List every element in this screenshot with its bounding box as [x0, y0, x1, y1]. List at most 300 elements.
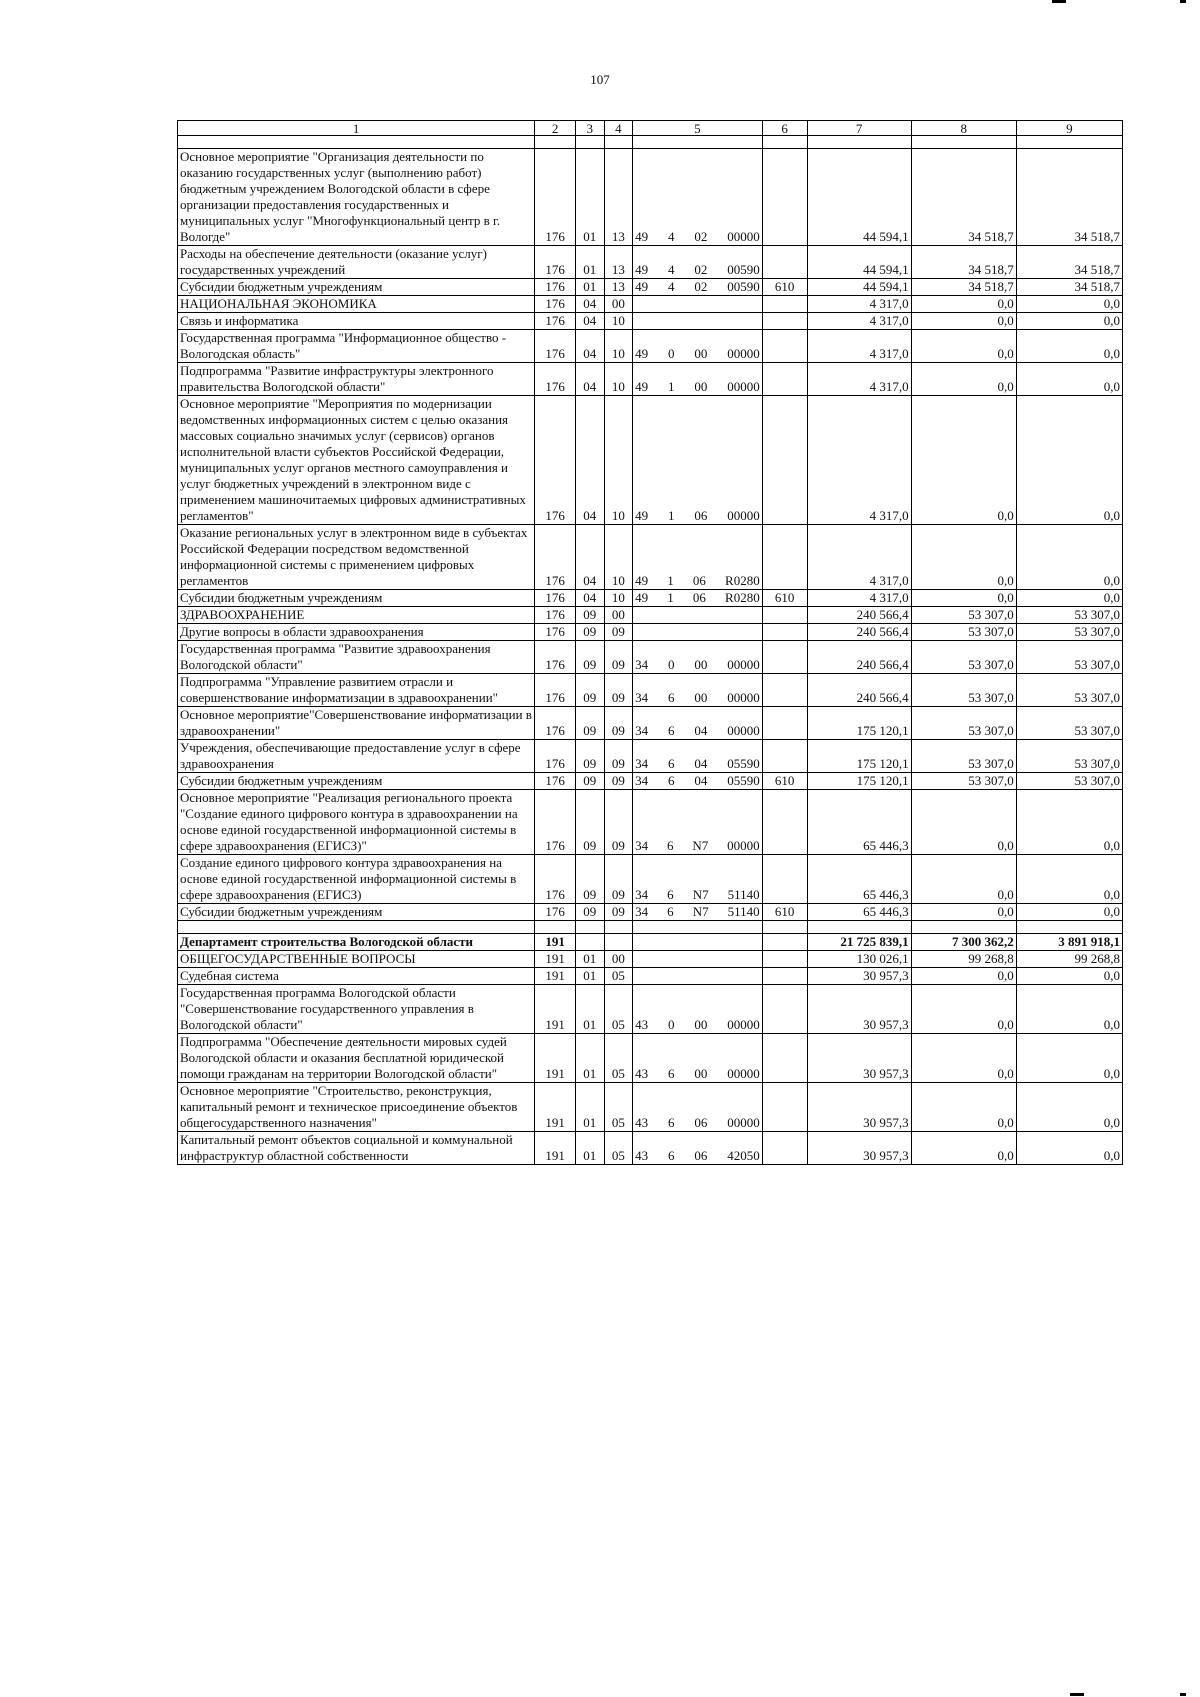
section-code: 01 [575, 985, 604, 1034]
amount-year-1: 4 317,0 [807, 525, 911, 590]
code-part: 02 [694, 279, 708, 294]
expense-type-code [762, 363, 807, 396]
code-part: 34 [635, 723, 649, 738]
code-part: 04 [694, 756, 708, 771]
subsection-code: 10 [604, 363, 633, 396]
item-name: Основное мероприятие "Строительство, реконструкция, капитальный ремонт и техническое присоединение объектов общегосударственного назначения" [178, 1083, 535, 1132]
header-row [178, 121, 1123, 136]
amount-year-3: 99 268,8 [1016, 951, 1122, 968]
amount-year-3: 0,0 [1016, 1083, 1122, 1132]
target-article-code [633, 773, 763, 790]
amount-year-2: 0,0 [911, 525, 1016, 590]
amount-year-1: 4 317,0 [807, 330, 911, 363]
code-part: 43 [635, 1115, 649, 1130]
expense-type-code [762, 149, 807, 246]
page-number: 107 [590, 72, 610, 87]
amount-year-2: 0,0 [911, 968, 1016, 985]
code-part: 06 [694, 508, 708, 523]
amount-year-1: 30 957,3 [807, 1083, 911, 1132]
expense-type-code [762, 396, 807, 525]
target-article-code [633, 296, 763, 313]
item-name: Субсидии бюджетным учреждениям [178, 904, 535, 921]
amount-year-1 [807, 921, 911, 934]
amount-year-3: 0,0 [1016, 525, 1122, 590]
table-row [178, 773, 1123, 790]
section-code: 01 [575, 1132, 604, 1165]
code-part: 34 [635, 838, 649, 853]
amount-year-3: 3 891 918,1 [1016, 934, 1122, 951]
item-name: Капитальный ремонт объектов социальной и коммунальной инфраструктур областной собственности [178, 1132, 535, 1165]
expense-type-code: 610 [762, 590, 807, 607]
table-row [178, 934, 1123, 951]
code-part: 4 [667, 229, 675, 244]
section-code: 04 [575, 525, 604, 590]
subsection-code: 10 [604, 396, 633, 525]
code-part: R0280 [725, 590, 760, 605]
code-part: 04 [694, 723, 708, 738]
target-article-code [633, 525, 763, 590]
amount-year-1 [807, 136, 911, 149]
amount-year-2 [911, 921, 1016, 934]
amount-year-1: 240 566,4 [807, 674, 911, 707]
code-part: 51140 [727, 887, 760, 902]
dept-code: 176 [535, 674, 576, 707]
item-name: Подпрограмма "Обеспечение деятельности мировых судей Вологодской области и оказания бесплатной юридической помощи гражданам на территории Вологодской области" [178, 1034, 535, 1083]
item-name: Основное мероприятие"Совершенствование информатизации в здравоохранении" [178, 707, 535, 740]
expense-type-code [762, 921, 807, 934]
code-part: 00000 [727, 508, 760, 523]
table-row [178, 396, 1123, 525]
code-part: N7 [692, 838, 709, 853]
amount-year-3: 53 307,0 [1016, 624, 1122, 641]
amount-year-2: 0,0 [911, 790, 1016, 855]
table-row [178, 363, 1123, 396]
subsection-code: 10 [604, 525, 633, 590]
code-part: N7 [692, 904, 709, 919]
table-row [178, 921, 1123, 934]
amount-year-2: 0,0 [911, 1034, 1016, 1083]
item-name: НАЦИОНАЛЬНАЯ ЭКОНОМИКА [178, 296, 535, 313]
table-row [178, 985, 1123, 1034]
amount-year-3: 0,0 [1016, 296, 1122, 313]
subsection-code: 05 [604, 1132, 633, 1165]
target-article-code [633, 363, 763, 396]
subsection-code: 09 [604, 855, 633, 904]
code-part: 6 [667, 690, 675, 705]
table-row [178, 136, 1123, 149]
subsection-code: 13 [604, 149, 633, 246]
expense-type-code [762, 1083, 807, 1132]
section-code: 09 [575, 624, 604, 641]
target-article-code [633, 149, 763, 246]
amount-year-1: 4 317,0 [807, 296, 911, 313]
target-article-code [633, 985, 763, 1034]
amount-year-2: 0,0 [911, 1083, 1016, 1132]
dept-code: 176 [535, 149, 576, 246]
amount-year-3: 0,0 [1016, 330, 1122, 363]
amount-year-1: 4 317,0 [807, 363, 911, 396]
code-part: 43 [635, 1017, 649, 1032]
subsection-code: 09 [604, 707, 633, 740]
code-part: 00590 [727, 279, 760, 294]
amount-year-3: 34 518,7 [1016, 246, 1122, 279]
subsection-code [604, 136, 633, 149]
amount-year-3: 53 307,0 [1016, 773, 1122, 790]
table-row [178, 1083, 1123, 1132]
table-row [178, 1034, 1123, 1083]
expense-type-code [762, 968, 807, 985]
section-code: 09 [575, 773, 604, 790]
code-part: 49 [635, 590, 649, 605]
expense-type-code [762, 985, 807, 1034]
section-code: 09 [575, 790, 604, 855]
code-part: 00 [694, 1017, 708, 1032]
amount-year-3: 0,0 [1016, 1034, 1122, 1083]
expense-type-code [762, 674, 807, 707]
section-code: 09 [575, 855, 604, 904]
header-cell: 5 [633, 121, 763, 136]
table-row [178, 951, 1123, 968]
dept-code: 176 [535, 525, 576, 590]
item-name: Государственная программа "Информационное общество - Вологодская область" [178, 330, 535, 363]
section-code: 01 [575, 246, 604, 279]
target-article-code [633, 396, 763, 525]
scan-artifact [1180, 1693, 1186, 1696]
code-part: 00000 [727, 1115, 760, 1130]
target-article-code [633, 641, 763, 674]
subsection-code: 05 [604, 1083, 633, 1132]
amount-year-2: 99 268,8 [911, 951, 1016, 968]
dept-code: 176 [535, 279, 576, 296]
dept-code: 176 [535, 330, 576, 363]
code-part: 00 [694, 657, 708, 672]
code-part: 49 [635, 279, 649, 294]
code-part: 00000 [727, 346, 760, 361]
amount-year-2: 0,0 [911, 1132, 1016, 1165]
amount-year-1: 65 446,3 [807, 904, 911, 921]
code-part: 00000 [727, 690, 760, 705]
item-name: Другие вопросы в области здравоохранения [178, 624, 535, 641]
target-article-code [633, 740, 763, 773]
amount-year-1: 44 594,1 [807, 246, 911, 279]
dept-code: 176 [535, 855, 576, 904]
table-row [178, 707, 1123, 740]
dept-code: 176 [535, 396, 576, 525]
target-article-code [633, 934, 763, 951]
section-code: 04 [575, 313, 604, 330]
subsection-code: 00 [604, 951, 633, 968]
subsection-code [604, 934, 633, 951]
dept-code [535, 136, 576, 149]
table-row [178, 246, 1123, 279]
header-cell: 7 [807, 121, 911, 136]
expense-type-code [762, 313, 807, 330]
amount-year-1: 30 957,3 [807, 985, 911, 1034]
expense-type-code [762, 934, 807, 951]
code-part: 49 [635, 262, 649, 277]
amount-year-3: 0,0 [1016, 968, 1122, 985]
amount-year-3: 34 518,7 [1016, 279, 1122, 296]
code-part: 00 [694, 346, 708, 361]
header-cell: 1 [178, 121, 535, 136]
amount-year-3: 53 307,0 [1016, 740, 1122, 773]
table-row [178, 149, 1123, 246]
dept-code: 176 [535, 363, 576, 396]
item-name: Департамент строительства Вологодской области [178, 934, 535, 951]
subsection-code [604, 921, 633, 934]
code-part: 00000 [727, 229, 760, 244]
table-row [178, 624, 1123, 641]
item-name: Подпрограмма "Управление развитием отрасли и совершенствование информатизации в здравоохранении" [178, 674, 535, 707]
dept-code: 191 [535, 934, 576, 951]
item-name [178, 136, 535, 149]
dept-code: 176 [535, 607, 576, 624]
code-part: 51140 [727, 904, 760, 919]
amount-year-2: 53 307,0 [911, 740, 1016, 773]
dept-code: 191 [535, 1083, 576, 1132]
code-part: 49 [635, 508, 649, 523]
dept-code [535, 921, 576, 934]
table-row [178, 641, 1123, 674]
amount-year-3: 0,0 [1016, 313, 1122, 330]
table-row [178, 968, 1123, 985]
code-part: 6 [667, 1115, 675, 1130]
amount-year-3 [1016, 136, 1122, 149]
code-part: 6 [667, 887, 674, 902]
code-part: 43 [635, 1148, 649, 1163]
amount-year-2: 0,0 [911, 330, 1016, 363]
code-part: 49 [635, 379, 649, 394]
item-name: Основное мероприятие "Реализация регионального проекта "Создание единого цифрового контура в здравоохранении на основе единой государственной информационной системы в сфере здравоохранения (ЕГИСЗ)" [178, 790, 535, 855]
section-code: 04 [575, 590, 604, 607]
amount-year-2: 34 518,7 [911, 149, 1016, 246]
code-part: 49 [635, 573, 649, 588]
section-code: 01 [575, 279, 604, 296]
target-article-code [633, 674, 763, 707]
section-code: 09 [575, 641, 604, 674]
code-part: 43 [635, 1066, 649, 1081]
amount-year-2: 7 300 362,2 [911, 934, 1016, 951]
amount-year-1: 30 957,3 [807, 1034, 911, 1083]
table-row [178, 855, 1123, 904]
code-part: 06 [692, 573, 706, 588]
code-part: 05590 [727, 756, 760, 771]
target-article-code [633, 1083, 763, 1132]
table-row [178, 590, 1123, 607]
expense-type-code [762, 740, 807, 773]
dept-code: 191 [535, 951, 576, 968]
code-part: 00000 [727, 723, 760, 738]
code-part: 00000 [727, 838, 760, 853]
dept-code: 191 [535, 968, 576, 985]
subsection-code: 09 [604, 904, 633, 921]
amount-year-2: 0,0 [911, 855, 1016, 904]
item-name [178, 921, 535, 934]
amount-year-3: 0,0 [1016, 790, 1122, 855]
subsection-code: 09 [604, 790, 633, 855]
amount-year-2: 53 307,0 [911, 707, 1016, 740]
item-name: ОБЩЕГОСУДАРСТВЕННЫЕ ВОПРОСЫ [178, 951, 535, 968]
item-name: Основное мероприятие "Мероприятия по модернизации ведомственных информационных систем с целью оказания массовых социально значимых услуг (сервисов) органов исполнительной власти субъектов Российской Федерации, муниципальных услуг органов местного самоуправления и услуг бюджетных учреждений в электронном виде с применением машиночитаемых цифровых административных регламентов" [178, 396, 535, 525]
table-row [178, 607, 1123, 624]
dept-code: 176 [535, 624, 576, 641]
code-part: 0 [667, 346, 675, 361]
code-part: 1 [667, 379, 675, 394]
amount-year-3 [1016, 921, 1122, 934]
section-code: 01 [575, 1034, 604, 1083]
code-part: 00000 [727, 657, 760, 672]
expense-type-code: 610 [762, 773, 807, 790]
code-part: 49 [635, 346, 649, 361]
target-article-code [633, 904, 763, 921]
header-cell: 3 [575, 121, 604, 136]
expense-type-code [762, 246, 807, 279]
header-cell: 2 [535, 121, 576, 136]
item-name: Судебная система [178, 968, 535, 985]
item-name: Субсидии бюджетным учреждениям [178, 279, 535, 296]
amount-year-1: 4 317,0 [807, 590, 911, 607]
section-code: 01 [575, 951, 604, 968]
code-part: 6 [667, 756, 675, 771]
amount-year-1: 175 120,1 [807, 740, 911, 773]
section-code: 09 [575, 707, 604, 740]
dept-code: 176 [535, 790, 576, 855]
code-part: 00 [694, 690, 708, 705]
amount-year-1: 44 594,1 [807, 149, 911, 246]
table-row [178, 330, 1123, 363]
code-part: R0280 [725, 573, 760, 588]
amount-year-1: 4 317,0 [807, 396, 911, 525]
code-part: 00590 [727, 262, 760, 277]
table-row [178, 279, 1123, 296]
amount-year-1: 44 594,1 [807, 279, 911, 296]
code-part: 00 [694, 1066, 708, 1081]
scan-artifact [1180, 0, 1186, 3]
target-article-code [633, 624, 763, 641]
code-part: 6 [667, 838, 674, 853]
section-code: 09 [575, 904, 604, 921]
target-article-code [633, 790, 763, 855]
amount-year-2: 53 307,0 [911, 624, 1016, 641]
target-article-code [633, 707, 763, 740]
item-name: ЗДРАВООХРАНЕНИЕ [178, 607, 535, 624]
section-code [575, 921, 604, 934]
amount-year-3: 0,0 [1016, 363, 1122, 396]
code-part: 1 [667, 508, 675, 523]
code-part: 42050 [727, 1148, 760, 1163]
code-part: 0 [667, 1017, 675, 1032]
amount-year-2: 0,0 [911, 363, 1016, 396]
dept-code: 176 [535, 246, 576, 279]
target-article-code [633, 968, 763, 985]
code-part: 34 [635, 690, 649, 705]
section-code: 04 [575, 396, 604, 525]
section-code: 01 [575, 149, 604, 246]
expense-type-code [762, 330, 807, 363]
budget-table [177, 120, 1123, 1165]
amount-year-3: 0,0 [1016, 855, 1122, 904]
dept-code: 191 [535, 985, 576, 1034]
code-part: 00000 [727, 1017, 760, 1032]
code-part: 06 [694, 1148, 708, 1163]
amount-year-2: 0,0 [911, 296, 1016, 313]
expense-type-code [762, 707, 807, 740]
amount-year-3: 53 307,0 [1016, 707, 1122, 740]
item-name: Связь и информатика [178, 313, 535, 330]
subsection-code: 10 [604, 313, 633, 330]
amount-year-2: 0,0 [911, 396, 1016, 525]
amount-year-1: 175 120,1 [807, 707, 911, 740]
section-code [575, 934, 604, 951]
subsection-code: 09 [604, 624, 633, 641]
target-article-code [633, 136, 763, 149]
amount-year-2: 53 307,0 [911, 641, 1016, 674]
dept-code: 176 [535, 740, 576, 773]
code-part: N7 [692, 887, 709, 902]
code-part: 0 [667, 657, 675, 672]
table-row [178, 296, 1123, 313]
subsection-code: 13 [604, 246, 633, 279]
target-article-code [633, 590, 763, 607]
amount-year-1: 130 026,1 [807, 951, 911, 968]
target-article-code [633, 951, 763, 968]
header-cell: 8 [911, 121, 1016, 136]
section-code: 01 [575, 1083, 604, 1132]
expense-type-code [762, 855, 807, 904]
target-article-code [633, 279, 763, 296]
subsection-code: 09 [604, 641, 633, 674]
section-code: 04 [575, 363, 604, 396]
expense-type-code: 610 [762, 279, 807, 296]
code-part: 00000 [727, 379, 760, 394]
amount-year-2 [911, 136, 1016, 149]
amount-year-2: 0,0 [911, 985, 1016, 1034]
expense-type-code [762, 951, 807, 968]
code-part: 49 [635, 229, 649, 244]
amount-year-1: 65 446,3 [807, 790, 911, 855]
target-article-code [633, 246, 763, 279]
code-part: 05590 [727, 773, 760, 788]
amount-year-3: 34 518,7 [1016, 149, 1122, 246]
section-code: 04 [575, 330, 604, 363]
code-part: 34 [635, 756, 649, 771]
amount-year-2: 34 518,7 [911, 246, 1016, 279]
code-part: 04 [694, 773, 708, 788]
expense-type-code [762, 1034, 807, 1083]
dept-code: 176 [535, 313, 576, 330]
code-part: 4 [667, 279, 675, 294]
expense-type-code: 610 [762, 904, 807, 921]
subsection-code: 09 [604, 740, 633, 773]
code-part: 34 [635, 657, 649, 672]
amount-year-3: 0,0 [1016, 1132, 1122, 1165]
target-article-code [633, 1034, 763, 1083]
target-article-code [633, 313, 763, 330]
amount-year-2: 53 307,0 [911, 607, 1016, 624]
code-part: 00 [694, 379, 708, 394]
amount-year-1: 240 566,4 [807, 641, 911, 674]
amount-year-1: 65 446,3 [807, 855, 911, 904]
amount-year-3: 53 307,0 [1016, 641, 1122, 674]
item-name: Оказание региональных услуг в электронном виде в субъектах Российской Федерации посредством ведомственной информационной системы с применением цифровых регламентов [178, 525, 535, 590]
item-name: Учреждения, обеспечивающие предоставление услуг в сфере здравоохранения [178, 740, 535, 773]
amount-year-2: 0,0 [911, 904, 1016, 921]
code-part: 1 [667, 590, 674, 605]
amount-year-3: 0,0 [1016, 985, 1122, 1034]
amount-year-3: 53 307,0 [1016, 607, 1122, 624]
table-row [178, 525, 1123, 590]
section-code: 04 [575, 296, 604, 313]
